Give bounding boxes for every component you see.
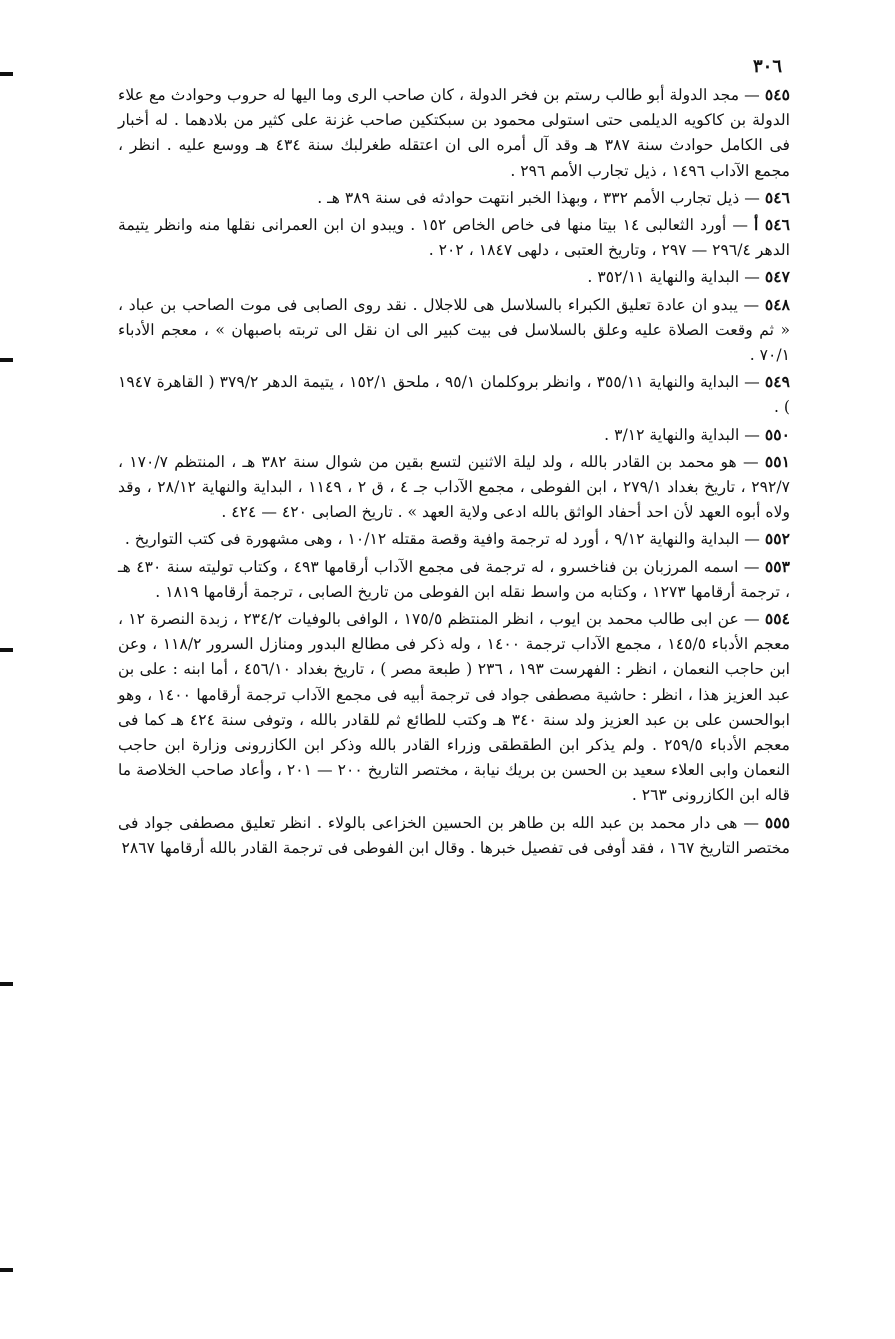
endnote <box>118 292 790 369</box>
endnote <box>118 212 790 263</box>
note-text: — البداية والنهاية ٩/١٢ ، أورد له ترجمة وافية وقصة مقتله ١٠/١٢ ، وهى مشهورة فى كتب التواريخ . <box>124 530 760 549</box>
note-number: ٥٥١ <box>764 451 790 471</box>
endnote <box>118 185 790 211</box>
note-text: — البداية والنهاية ٣٥٥/١١ ، وانظر بروكلمان ٩٥/١ ، ملحق ١٥٢/١ ، يتيمة الدهر ٣٧٩/٢ ( القاهرة ١٩٤٧ ) . <box>118 373 790 417</box>
note-text: — يبدو ان عادة تعليق الكبراء بالسلاسل هى للاجلال . نقد روى الصابى فى موت الصاحب بن عباد ، « ثم وقعت الصلاة عليه وعلق بالسلاسل فى بيت كبير الى ان نقل الى تربته باصبهان » ، معجم الأدباء ٧٠/١ . <box>118 295 790 365</box>
endnote <box>118 449 790 526</box>
note-text: — عن ابى طالب محمد بن ايوب ، انظر المنتظم ١٧٥/٥ ، الوافى بالوفيات ٢٣٤/٢ ، زبدة النصرة ١٢ ، معجم الأدباء ١٤٥/٥ ، مجمع الآداب ترجمة ١٤٠٠ ، وله ذكر فى مطالع البدور ومنازل السرور ١١٨/٢ ، وعن ابن حاجب النعمان ، انظر : الفهرست ١٩٣ ، ٢٣٦ ( طبعة مصر ) ، تاريخ بغداد ٤٥٦/١٠ ، أما ابنه : على بن عبد العزيز هذا ، انظر : حاشية مصطفى جواد فى ترجمة أبيه فى مجمع الآداب ترجمة أرقامها ١٤٠٠ ، وهو ابوالحسن على بن عبد العزيز ولد سنة ٣٤٠ هـ وكتب للطائع ثم للقادر بالله ، وتوفى سنة ٤٢٤ هـ كما فى معجم الأدباء ٢٥٩/٥ . ولم يذكر ابن الطقطقى وزراء القادر بالله وذكر ابن الكازرونى وزارة ابن حاجب النعمان وابى العلاء سعيد بن الحسن بن بريك نيابة ، مختصر التاريخ ٢٠٠ — ٢٠١ ، وأعاد صاحب الخلاصة ما قاله ابن الكازرونى ٢٦٣ . <box>118 610 791 805</box>
note-number: ٥٤٧ <box>764 267 790 287</box>
note-number: ٥٥٠ <box>764 424 790 444</box>
endnote <box>118 369 790 420</box>
note-number: ٥٤٥ <box>764 85 790 104</box>
note-text: — اسمه المرزبان بن فناخسرو ، له ترجمة فى مجمع الآداب أرقامها ٤٩٣ ، وكتاب توليته سنة ٤٣٠ هـ ، ترجمة أرقامها ١٢٧٣ ، وكتابه من واسط نقله ابن الفوطى من تاريخ الصابى ، ترجمة أرقامها ١٨١٩ . <box>118 557 790 601</box>
endnote <box>118 82 790 184</box>
endnote <box>118 422 790 448</box>
scan-edge-mark <box>0 982 13 986</box>
note-text: — هى دار محمد بن عبد الله بن طاهر بن الحسين الخزاعى بالولاء . انظر تعليق مصطفى جواد فى مختصر التاريخ ١٦٧ ، فقد أوفى فى تفصيل خبرها . وقال ابن الفوطى فى ترجمة القادر بالله أرقامها ٢٨٦٧ <box>118 813 790 857</box>
note-number: ٥٥٣ <box>764 556 790 576</box>
endnote <box>118 264 790 290</box>
note-number: ٥٥٥ <box>764 812 790 832</box>
book-page <box>118 56 790 1306</box>
endnote <box>118 554 790 605</box>
note-text: — ذيل تجارب الأمم ٣٣٢ ، وبهذا الخبر انتهت حوادثه فى سنة ٣٨٩ هـ . <box>317 188 760 207</box>
note-number: ٥٤٩ <box>764 372 790 392</box>
endnote <box>118 526 790 552</box>
note-number: ٥٤٨ <box>764 294 790 314</box>
note-text: — أورد الثعالبى ١٤ بيتا منها فى خاص الخاص ١٥٢ . ويبدو ان ابن العمرانى نقلها منه وانظر يتيمة الدهر ٢٩٦/٤ — ٢٩٧ ، وتاريخ العتبى ، دلهى ١٨٤٧ ، ٢٠٢ . <box>118 216 790 260</box>
scan-edge-mark <box>0 72 13 76</box>
scan-edge-mark <box>0 358 13 362</box>
note-number: ٥٤٦ <box>764 187 790 207</box>
note-text: — مجد الدولة أبو طالب رستم بن فخر الدولة ، كان صاحب الرى وما اليها له حروب وحوادث مع علاء الدولة بن كاكويه الديلمى حتى استولى محمود بن سبكتكين صاحب غزنة على كثير من بلادهما . له أخبار فى الكامل حوادث سنة ٣٨٧ هـ وقد آل أمره الى ان اعتقله طغرلبك سنة ٤٣٤ هـ ووسع عليه . انظر ، مجمع الآداب ١٤٩٦ ، ذيل تجارب الأمم ٢٩٦ . <box>118 86 790 180</box>
scan-edge-mark <box>0 648 13 652</box>
note-number: ٥٤٦ أ <box>754 215 790 235</box>
endnotes-list <box>118 82 790 861</box>
note-text: — البداية والنهاية ٣/١٢ . <box>604 425 760 444</box>
note-text: — هو محمد بن القادر بالله ، ولد ليلة الاثنين لتسع بقين من شوال سنة ٣٨٢ هـ ، المنتظم ١٧٠/٧ ، ٢٩٢/٧ ، تاريخ بغداد ٢٧٩/١ ، ابن الفوطى ، مجمع الآداب جـ ٤ ، ق ٢ ، ١١٤٩ ، البداية والنهاية ٢٨/١٢ ، وقد ولاه أبوه العهد لأن احد أحفاد الواثق بالله ادعى ولاية العهد » . تاريخ الصابى ٤٢٠ — ٤٢٤ . <box>118 452 791 522</box>
endnote <box>118 810 790 861</box>
endnote <box>118 606 790 809</box>
note-number: ٥٥٢ <box>764 529 790 549</box>
page-number: ٣٠٦ <box>752 56 782 77</box>
scan-edge-mark <box>0 1268 13 1272</box>
note-text: — البداية والنهاية ٣٥٢/١١ . <box>587 268 760 287</box>
note-number: ٥٥٤ <box>764 609 791 629</box>
